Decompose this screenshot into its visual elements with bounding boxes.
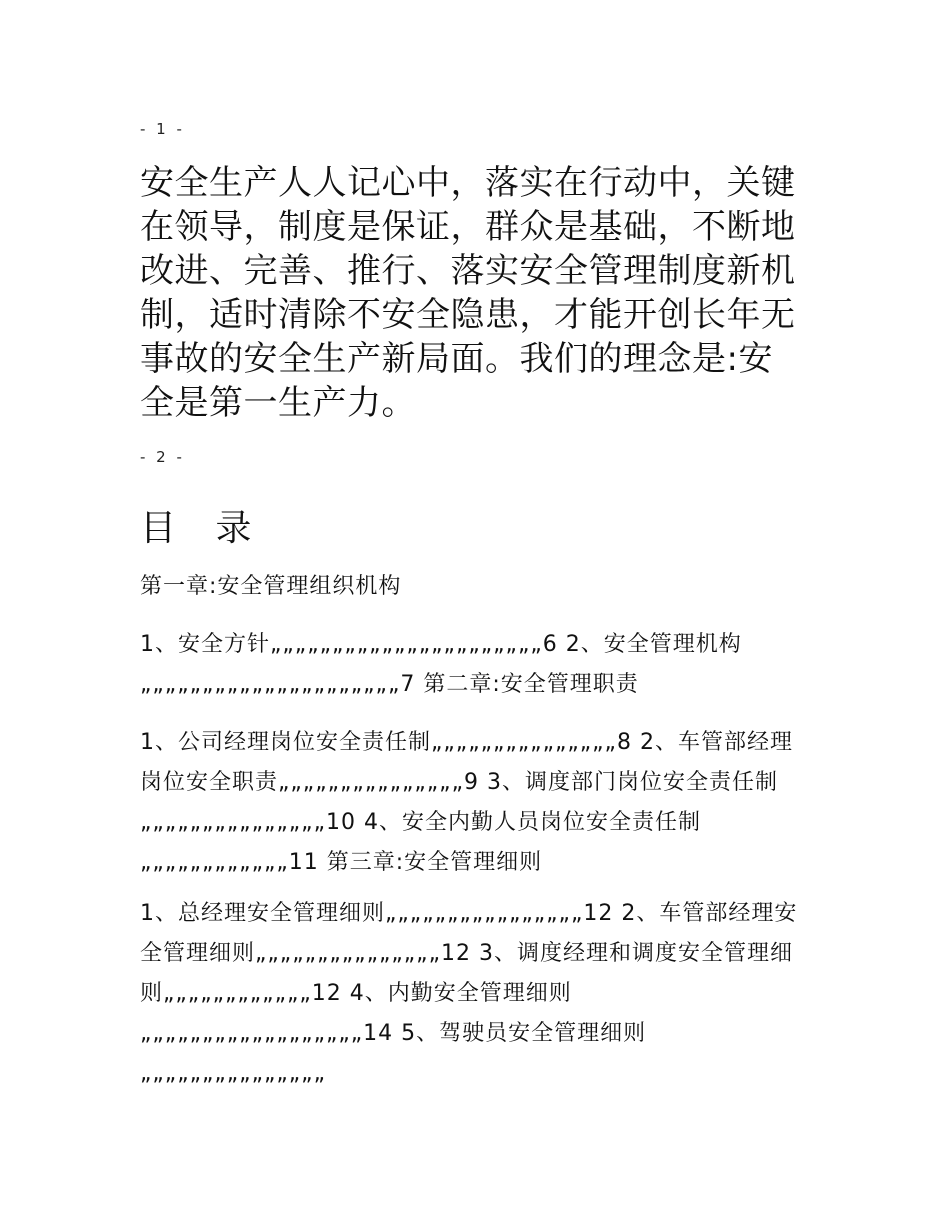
page-number-1: - 1 - xyxy=(140,120,185,138)
safety-motto-paragraph: 安全生产人人记心中，落实在行动中，关键在领导，制度是保证，群众是基础，不断地改进、完善、推行、落实安全管理制度新机制，适时清除不安全隐患，才能开创长年无事故的安全生产新局面。我们的理念是:安全是第一生产力。 xyxy=(140,163,796,423)
page-number-2: - 2 - xyxy=(140,448,185,466)
toc-entry-paragraph: 1、公司经理岗位安全责任制„„„„„„„„„„„„„„„8 2、车管部经理岗位安全职责„„„„„„„„„„„„„„„9 3、调度部门岗位安全责任制„„„„„„„„„„„„„„„10 4、安全内勤人员岗位安全责任制„„„„„„„„„„„„11 第三章:安全管理细则 xyxy=(140,730,793,875)
toc-entry-paragraph: 1、安全方针„„„„„„„„„„„„„„„„„„„„„„6 2、安全管理机构„„„„„„„„„„„„„„„„„„„„„7 第二章:安全管理职责 xyxy=(140,632,742,697)
toc-entry-paragraph: 1、总经理安全管理细则„„„„„„„„„„„„„„„„12 2、车管部经理安全管理细则„„„„„„„„„„„„„„„12 3、调度经理和调度安全管理细则„„„„„„„„„„„„12 4、内勤安全管理细则„„„„„„„„„„„„„„„„„„14 5、驾驶员安全管理细则„„„„„„„„„„„„„„„ xyxy=(140,901,798,1086)
toc-title: 目 录 xyxy=(140,508,266,549)
toc-chapter-heading: 第一章:安全管理组织机构 xyxy=(140,574,402,599)
